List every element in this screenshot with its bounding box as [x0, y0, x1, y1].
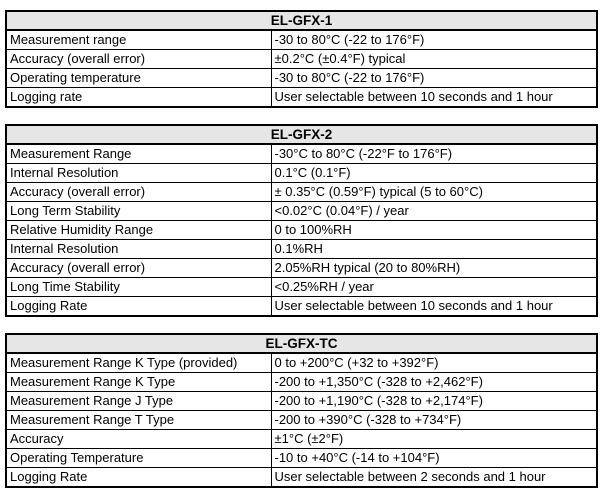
spec-label: Measurement Range T Type: [6, 411, 271, 430]
spec-table-el-gfx-2: [5, 124, 598, 317]
table-row: [6, 468, 597, 488]
spec-value: <0.25%RH / year: [271, 278, 597, 297]
spec-label: Accuracy (overall error): [6, 259, 271, 278]
spec-label: Logging rate: [6, 88, 271, 108]
spec-table-el-gfx-tc: [5, 333, 598, 488]
spec-value: ± 0.35°C (0.59°F) typical (5 to 60°C): [271, 183, 597, 202]
spec-value: 0.1%RH: [271, 240, 597, 259]
spec-label: Long Term Stability: [6, 202, 271, 221]
spec-value: -200 to +1,350°C (-328 to +2,462°F): [271, 373, 597, 392]
spec-value: User selectable between 2 seconds and 1 hour: [271, 468, 597, 488]
spec-label: Logging Rate: [6, 468, 271, 488]
table-row: [6, 164, 597, 183]
spec-value: -200 to +1,190°C (-328 to +2,174°F): [271, 392, 597, 411]
table-row: [6, 69, 597, 88]
spec-label: Operating Temperature: [6, 449, 271, 468]
spec-value: -30 to 80°C (-22 to 176°F): [271, 69, 597, 88]
table-row: [6, 411, 597, 430]
spec-value: User selectable between 10 seconds and 1 hour: [271, 297, 597, 317]
table-row: [6, 259, 597, 278]
spec-label: Measurement Range K Type: [6, 373, 271, 392]
spec-value: 0 to 100%RH: [271, 221, 597, 240]
spec-label: Internal Resolution: [6, 240, 271, 259]
spec-value: 2.05%RH typical (20 to 80%RH): [271, 259, 597, 278]
table-title: EL-GFX-2: [6, 125, 597, 144]
spec-value: -30 to 80°C (-22 to 176°F): [271, 30, 597, 50]
spec-value: -200 to +390°C (-328 to +734°F): [271, 411, 597, 430]
table-row: [6, 88, 597, 108]
table-title: EL-GFX-1: [6, 11, 597, 30]
table-row: [6, 50, 597, 69]
table-row: [6, 240, 597, 259]
spec-label: Measurement Range K Type (provided): [6, 353, 271, 373]
spec-table-el-gfx-1: [5, 10, 598, 108]
table-row: [6, 144, 597, 164]
spec-value: -30°C to 80°C (-22°F to 176°F): [271, 144, 597, 164]
spec-value: ±1°C (±2°F): [271, 430, 597, 449]
spec-label: Measurement Range J Type: [6, 392, 271, 411]
table-row: [6, 353, 597, 373]
table-row: [6, 221, 597, 240]
table-row: [6, 30, 597, 50]
table-row: [6, 392, 597, 411]
spec-label: Operating temperature: [6, 69, 271, 88]
spec-label: Accuracy (overall error): [6, 50, 271, 69]
table-row: [6, 202, 597, 221]
spec-label: Accuracy: [6, 430, 271, 449]
table-row: [6, 183, 597, 202]
spec-label: Measurement Range: [6, 144, 271, 164]
spec-value: 0 to +200°C (+32 to +392°F): [271, 353, 597, 373]
spec-label: Long Time Stability: [6, 278, 271, 297]
spec-value: 0.1°C (0.1°F): [271, 164, 597, 183]
table-title: EL-GFX-TC: [6, 334, 597, 353]
table-row: [6, 373, 597, 392]
spec-value: ±0.2°C (±0.4°F) typical: [271, 50, 597, 69]
spec-label: Accuracy (overall error): [6, 183, 271, 202]
table-row: [6, 297, 597, 317]
table-row: [6, 430, 597, 449]
spec-label: Logging Rate: [6, 297, 271, 317]
spec-label: Relative Humidity Range: [6, 221, 271, 240]
spec-value: User selectable between 10 seconds and 1 hour: [271, 88, 597, 108]
spec-value: <0.02°C (0.04°F) / year: [271, 202, 597, 221]
table-row: [6, 278, 597, 297]
table-row: [6, 449, 597, 468]
spec-label: Measurement range: [6, 30, 271, 50]
spec-value: -10 to +40°C (-14 to +104°F): [271, 449, 597, 468]
spec-label: Internal Resolution: [6, 164, 271, 183]
